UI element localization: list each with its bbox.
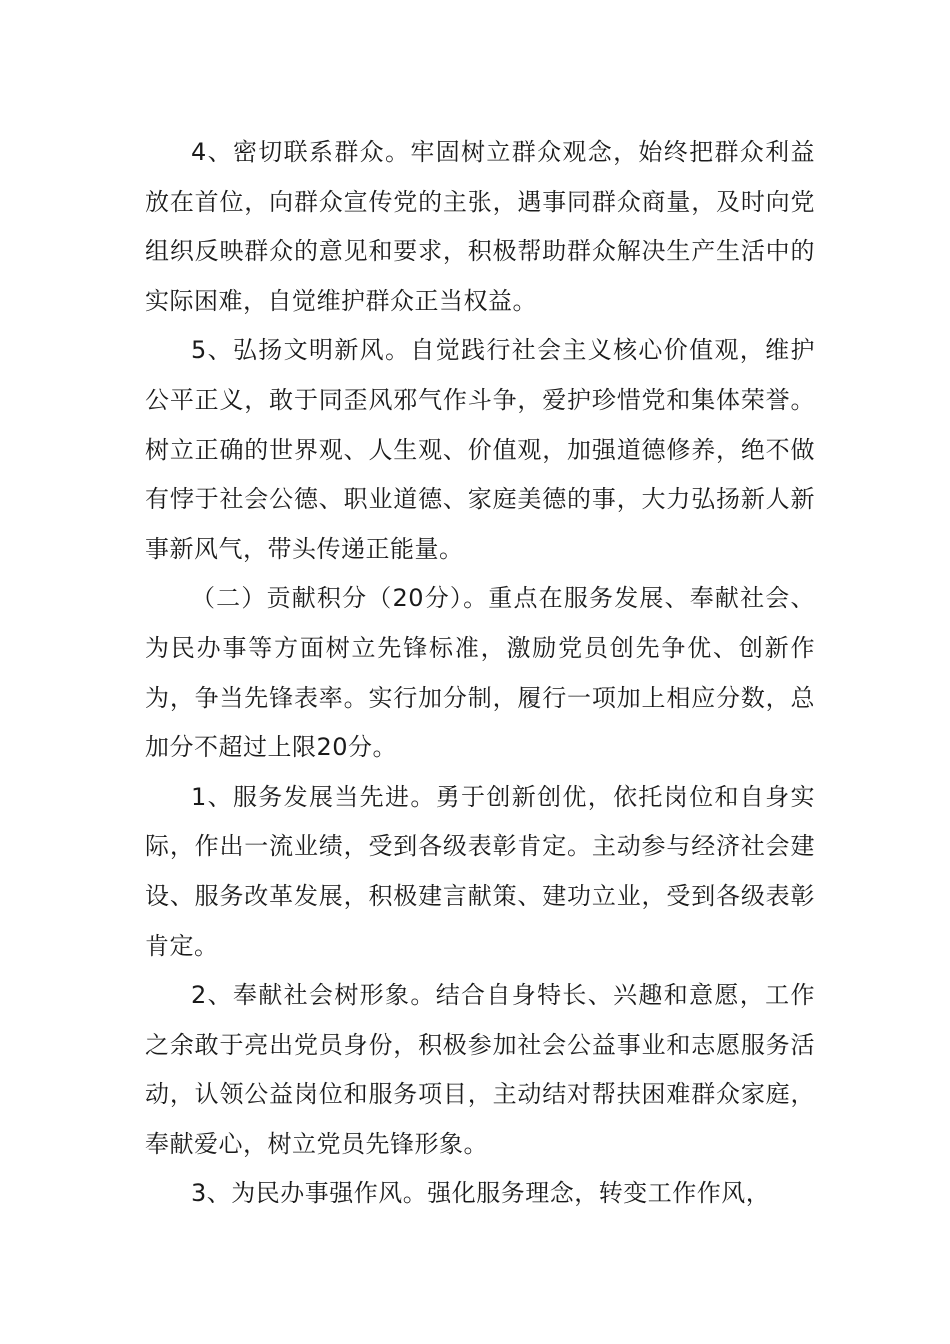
paragraph-contact-masses: 4、密切联系群众。牢固树立群众观念，始终把群众利益放在首位，向群众宣传党的主张，遇事同群众商量，及时向党组织反映群众的意见和要求，积极帮助群众解决生产生活中的实际困难，自觉维护群众正当权益。: [145, 138, 815, 315]
paragraph-contribution-points: （二）贡献积分（20分）。重点在服务发展、奉献社会、为民办事等方面树立先锋标准，激励党员创先争优、创新作为，争当先锋表率。实行加分制，履行一项加上相应分数，总加分不超过上限20分。: [145, 584, 815, 762]
paragraph-civilized-customs: 5、弘扬文明新风。自觉践行社会主义核心价值观，维护公平正义，敢于同歪风邪气作斗争，爱护珍惜党和集体荣誉。树立正确的世界观、人生观、价值观，加强道德修养，绝不做有悖于社会公德、职业道德、家庭美德的事，大力弘扬新人新事新风气，带头传递正能量。: [145, 336, 815, 563]
document-body: [145, 128, 815, 1219]
paragraph-serve-development: 1、服务发展当先进。勇于创新创优，依托岗位和自身实际，作出一流业绩，受到各级表彰肯定。主动参与经济社会建设、服务改革发展，积极建言献策、建功立业，受到各级表彰肯定。: [145, 782, 815, 960]
paragraph-serve-society: 2、奉献社会树形象。结合自身特长、兴趣和意愿，工作之余敢于亮出党员身份，积极参加社会公益事业和志愿服务活动，认领公益岗位和服务项目，主动结对帮扶困难群众家庭，奉献爱心，树立党员先锋形象。: [145, 981, 815, 1158]
paragraph-serve-people: 3、为民办事强作风。强化服务理念，转变工作作风，: [191, 1179, 771, 1208]
